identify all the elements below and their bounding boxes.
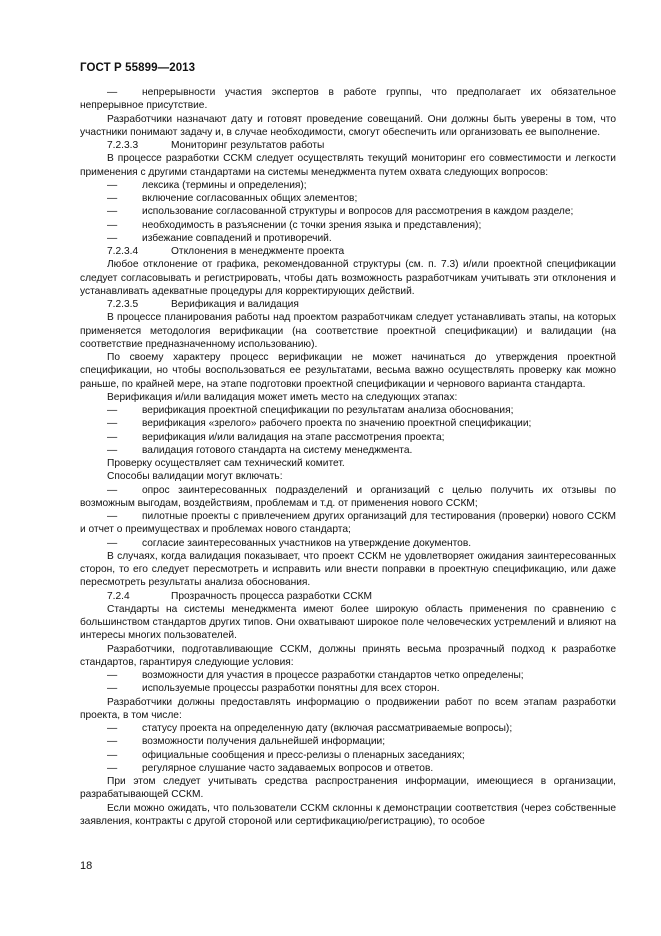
list-item: [80, 404, 616, 417]
section-heading: [80, 298, 616, 311]
list-item-text: включение согласованных общих элементов;: [142, 193, 358, 204]
list-item-text: использование согласованной структуры и вопросов для рассмотрения в каждом разделе;: [142, 206, 574, 218]
list-item: [80, 205, 616, 218]
list-item: [80, 86, 616, 113]
section-number: 7.2.3.3: [107, 140, 139, 151]
dash-marker: —: [107, 219, 118, 231]
dash-marker: —: [107, 431, 118, 443]
list-item-text: валидация готового стандарта на систему менеджмента.: [142, 444, 413, 456]
dash-marker: —: [107, 683, 118, 695]
section-heading: [80, 245, 616, 258]
paragraph: Разработчики должны предоставлять информацию о продвижении работ по всем этапам разработки проекта, в том числе:: [80, 696, 616, 721]
list-item-text: возможности для участия в процессе разработки стандартов четко определены;: [142, 670, 524, 681]
dash-marker: —: [107, 670, 118, 681]
dash-marker: —: [107, 418, 118, 430]
list-item: [80, 192, 616, 205]
list-item: [80, 179, 616, 192]
list-item: [80, 669, 616, 682]
dash-marker: —: [107, 87, 118, 98]
paragraph: Любое отклонение от графика, рекомендованной структуры (см. п. 7.3) и/или проектной спецификации следует согласовывать и регистрировать, чтобы дать возможность разработчикам учитывать эти отклонения и устанавливать адекватные процедуры для корректирующих действий.: [80, 259, 616, 297]
list-item: [80, 749, 616, 762]
list-item: [80, 722, 616, 735]
paragraph: Стандарты на системы менеджмента имеют более широкую область применения по сравнению с большинством стандартов других типов. Они охватывают широкое поле человеческих устремлений и влияют на интересы многих пользователей.: [80, 603, 616, 642]
dash-marker: —: [107, 537, 118, 549]
dash-marker: —: [107, 206, 118, 218]
section-title: Мониторинг результатов работы: [171, 140, 325, 151]
list-item: [80, 735, 616, 748]
dash-marker: —: [107, 736, 118, 748]
paragraph: Способы валидации могут включать:: [107, 471, 283, 483]
list-item-text: опрос заинтересованных подразделений и организаций с целью получить их отзывы по возможным выгодам, воздействиям, проблемам и т.д. от применения нового ССКМ;: [80, 484, 616, 509]
dash-marker: —: [107, 444, 118, 456]
list-item: [80, 417, 616, 430]
section-title: Верификация и валидация: [171, 299, 299, 310]
list-item-text: непрерывности участия экспертов в работе группы, что предполагает их обязательное непрерывное присутствие.: [80, 87, 616, 112]
list-item-text: верификация проектной спецификации по результатам анализа обоснования;: [142, 405, 514, 416]
list-item: [80, 762, 616, 775]
list-item-text: верификация и/или валидация на этапе рассмотрения проекта;: [142, 431, 445, 443]
list-item-text: пилотные проекты с привлечением других организаций для тестирования (проверки) нового ССКМ и отчет о преимуществах и проблемах нового стандарта;: [80, 511, 616, 536]
list-item-text: избежание совпадений и противоречий.: [142, 232, 332, 244]
list-item: [80, 510, 616, 537]
list-item-text: лексика (термины и определения);: [142, 179, 307, 191]
section-title: Отклонения в менеджменте проекта: [171, 246, 345, 257]
dash-marker: —: [107, 762, 118, 774]
page-number: 18: [80, 860, 93, 872]
list-item-text: верификация «зрелого» рабочего проекта по значению проектной спецификации;: [142, 418, 532, 430]
document-body: [80, 86, 616, 828]
dash-marker: —: [107, 484, 118, 496]
list-item-text: статусу проекта на определенную дату (включая рассматриваемые вопросы);: [142, 723, 513, 734]
paragraph: Проверку осуществляет сам технический комитет.: [107, 458, 345, 469]
list-item-text: официальные сообщения и пресс-релизы о пленарных заседаниях;: [142, 749, 465, 761]
section-number: 7.2.3.5: [107, 299, 139, 310]
paragraph: В случаях, когда валидация показывает, что проект ССКМ не удовлетворяет ожидания заинтересованных сторон, то его следует пересмотреть и исправить или внести поправки в проектную спецификацию, или даже пересмотреть результаты анализа обоснования.: [80, 550, 616, 589]
list-item: [80, 484, 616, 511]
list-item: [80, 682, 616, 695]
dash-marker: —: [107, 723, 118, 734]
dash-marker: —: [107, 405, 118, 416]
list-item: [80, 444, 616, 457]
paragraph: В процессе разработки ССКМ следует осуществлять текущий мониторинг его совместимости и легкости применения с другими стандартами на системы менеджмента путем охвата следующих вопросов:: [80, 153, 616, 178]
document-header: ГОСТ Р 55899—2013: [80, 62, 196, 74]
dash-marker: —: [107, 232, 118, 244]
list-item-text: используемые процессы разработки понятны для всех сторон.: [142, 683, 440, 695]
list-item-text: согласие заинтересованных участников на утверждение документов.: [142, 537, 472, 549]
section-heading: [80, 139, 616, 152]
list-item: [80, 232, 616, 245]
paragraph: Разработчики назначают дату и готовят проведение совещаний. Они должны быть уверены в том, что участники понимают задачу и, в случае необходимости, смогут обеспечить или организовать ее выполнение.: [80, 113, 616, 138]
dash-marker: —: [107, 511, 118, 522]
list-item-text: регулярное слушание часто задаваемых вопросов и ответов.: [142, 762, 434, 774]
section-title: Прозрачность процесса разработки ССКМ: [171, 590, 373, 602]
section-number: 7.2.4: [107, 590, 130, 602]
paragraph: При этом следует учитывать средства распространения информации, имеющиеся в организации, разрабатывающей ССКМ.: [80, 776, 616, 801]
dash-marker: —: [107, 179, 118, 191]
list-item: [80, 431, 616, 444]
dash-marker: —: [107, 749, 118, 761]
list-item: [80, 219, 616, 232]
paragraph: Разработчики, подготавливающие ССКМ, должны принять весьма прозрачный подход к разработке стандартов, гарантируя следующие условия:: [80, 643, 616, 668]
section-number: 7.2.3.4: [107, 246, 139, 257]
paragraph: Если можно ожидать, что пользователи ССКМ склонны к демонстрации соответствия (через собственные заявления, контракты с другой стороной или сертификацию/регистрацию), то особое: [80, 802, 616, 827]
paragraph: Верификация и/или валидация может иметь место на следующих этапах:: [107, 391, 458, 403]
section-heading: [80, 590, 616, 603]
list-item-text: необходимость в разъяснении (с точки зрения языка и представления);: [142, 219, 482, 231]
list-item-text: возможности получения дальнейшей информации;: [142, 736, 386, 748]
paragraph: По своему характеру процесс верификации не может начинаться до утверждения проектной спецификации, но чтобы воспользоваться ее результатами, весьма важно осуществлять проверку как можно раньше, по крайней мере, на этапе подготовки проектной спецификации и чернового варианта стандарта.: [80, 352, 616, 390]
list-item: [80, 537, 616, 550]
dash-marker: —: [107, 193, 118, 204]
paragraph: В процессе планирования работы над проектом разработчикам следует устанавливать этапы, на которых применяется методология верификации (на соответствие проектной спецификации) и валидации (на соответствие предназначенному использованию).: [80, 312, 616, 350]
